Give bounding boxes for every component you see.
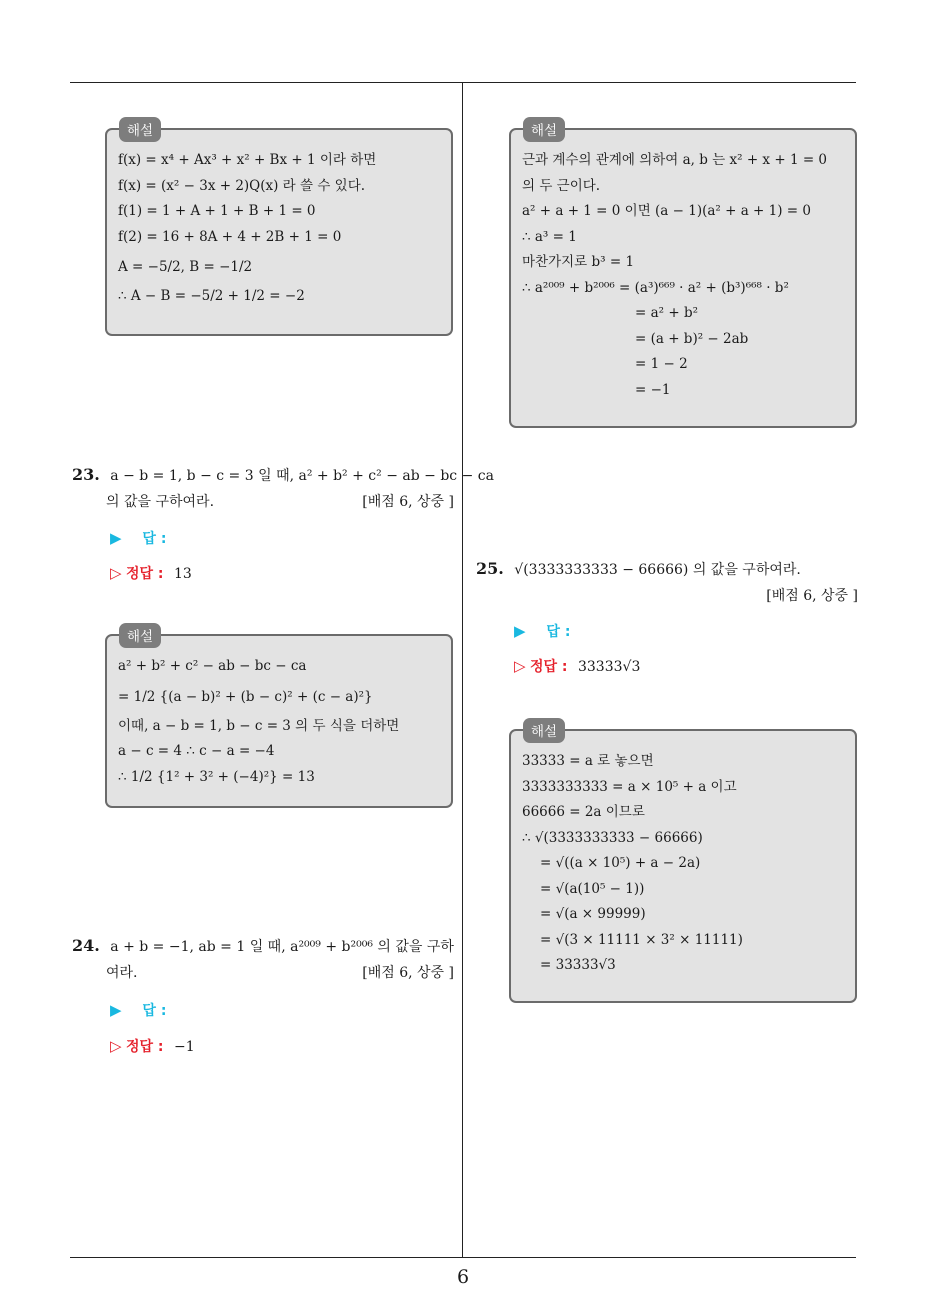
solution-line: a² + a + 1 = 0 이면 (a − 1)(a² + a + 1) = 0 xyxy=(522,203,812,219)
correct-marker-icon: ▷ xyxy=(514,657,526,675)
answer-label: 답 : xyxy=(142,1003,167,1019)
answer-prompt-25 xyxy=(514,621,570,641)
solution-line: f(x) = x⁴ + Ax³ + x² + Bx + 1 이라 하면 xyxy=(118,152,377,168)
solution-line: f(2) = 16 + 8A + 4 + 2B + 1 = 0 xyxy=(118,228,342,245)
question-text-line1: a + b = −1, ab = 1 일 때, a²⁰⁰⁹ + b²⁰⁰⁶ 의 값을 구하 xyxy=(110,939,454,955)
solution-label: 해설 xyxy=(523,117,565,142)
solution-line: = √((a × 10⁵) + a − 2a) xyxy=(540,855,701,871)
correct-marker-icon: ▷ xyxy=(110,564,122,582)
answer-marker-icon: ▶ xyxy=(110,1001,122,1019)
question-24 xyxy=(72,933,454,986)
correct-answer-25 xyxy=(514,656,640,676)
solution-line: = (a + b)² − 2ab xyxy=(635,330,749,347)
solution-line: = √(a × 99999) xyxy=(540,906,646,922)
solution-line: = √(3 × 11111 × 3² × 11111) xyxy=(540,931,743,948)
answer-prompt-23 xyxy=(110,528,166,548)
solution-line: f(1) = 1 + A + 1 + B + 1 = 0 xyxy=(118,203,316,219)
solution-line: 33333 = a 로 놓으면 xyxy=(522,753,654,769)
column-divider xyxy=(462,82,463,1258)
solution-box-25 xyxy=(509,724,857,1003)
solution-line: ∴ 1/2 {1² + 3² + (−4)²} = 13 xyxy=(118,768,315,785)
question-number: 25. xyxy=(476,559,504,578)
correct-value: −1 xyxy=(173,1039,195,1055)
question-score-meta: [배점 6, 상중 ] xyxy=(766,588,858,604)
solution-line: ∴ a²⁰⁰⁹ + b²⁰⁰⁶ = (a³)⁶⁶⁹ · a² + (b³)⁶⁶⁸ · b² xyxy=(522,279,789,296)
question-text-line1: √(3333333333 − 66666) 의 값을 구하여라. xyxy=(514,562,801,578)
solution-line: = a² + b² xyxy=(635,305,699,321)
solution-line: = 33333√3 xyxy=(540,957,616,973)
solution-line: = 1 − 2 xyxy=(635,356,688,372)
solution-line: = −1 xyxy=(635,381,671,398)
answer-marker-icon: ▶ xyxy=(514,622,526,640)
solution-line: 3333333333 = a × 10⁵ + a 이고 xyxy=(522,778,737,795)
correct-answer-24 xyxy=(110,1036,195,1056)
correct-answer-23 xyxy=(110,563,192,583)
bottom-rule xyxy=(70,1257,856,1258)
solution-line: A = −5/2, B = −1/2 xyxy=(118,259,253,275)
correct-label: 정답 : xyxy=(530,659,568,675)
question-number: 23. xyxy=(72,465,100,484)
question-25 xyxy=(476,556,858,609)
solution-box-22 xyxy=(105,123,453,336)
solution-line: = 1/2 {(a − b)² + (b − c)² + (c − a)²} xyxy=(118,688,373,705)
question-score-meta: [배점 6, 상중 ] xyxy=(362,494,454,510)
solution-line: 근과 계수의 관계에 의하여 a, b 는 x² + x + 1 = 0 xyxy=(522,152,828,168)
correct-marker-icon: ▷ xyxy=(110,1037,122,1055)
solution-line: ∴ a³ = 1 xyxy=(522,228,577,245)
question-text-line1: a − b = 1, b − c = 3 일 때, a² + b² + c² − ab − bc − ca xyxy=(110,468,494,484)
correct-value: 33333√3 xyxy=(577,659,641,675)
question-score-meta: [배점 6, 상중 ] xyxy=(362,965,454,981)
solution-line: 마찬가지로 b³ = 1 xyxy=(522,254,635,270)
solution-line: a² + b² + c² − ab − bc − ca xyxy=(118,658,307,674)
solution-line: f(x) = (x² − 3x + 2)Q(x) 라 쓸 수 있다. xyxy=(118,177,366,194)
question-text-line2: 여라. xyxy=(106,965,138,981)
correct-label: 정답 : xyxy=(126,1039,164,1055)
top-rule xyxy=(70,82,856,83)
solution-box-23 xyxy=(105,629,453,808)
solution-line: ∴ A − B = −5/2 + 1/2 = −2 xyxy=(118,288,305,304)
answer-prompt-24 xyxy=(110,1000,166,1020)
page-number: 6 xyxy=(456,1266,470,1288)
solution-line: 의 두 근이다. xyxy=(522,177,601,194)
correct-label: 정답 : xyxy=(126,566,164,582)
solution-line: 66666 = 2a 이므로 xyxy=(522,804,645,820)
answer-marker-icon: ▶ xyxy=(110,529,122,547)
answer-label: 답 : xyxy=(546,624,571,640)
answer-label: 답 : xyxy=(142,531,167,547)
solution-label: 해설 xyxy=(523,718,565,743)
solution-label: 해설 xyxy=(119,623,161,648)
solution-line: a − c = 4 ∴ c − a = −4 xyxy=(118,743,275,759)
solution-label: 해설 xyxy=(119,117,161,142)
question-number: 24. xyxy=(72,936,100,955)
question-23 xyxy=(72,462,494,515)
solution-box-24 xyxy=(509,123,857,428)
solution-line: ∴ √(3333333333 − 66666) xyxy=(522,829,703,846)
solution-line: = √(a(10⁵ − 1)) xyxy=(540,880,645,897)
correct-value: 13 xyxy=(173,566,192,582)
solution-line: 이때, a − b = 1, b − c = 3 의 두 식을 더하면 xyxy=(118,717,400,734)
question-text-line2: 의 값을 구하여라. xyxy=(106,494,215,510)
